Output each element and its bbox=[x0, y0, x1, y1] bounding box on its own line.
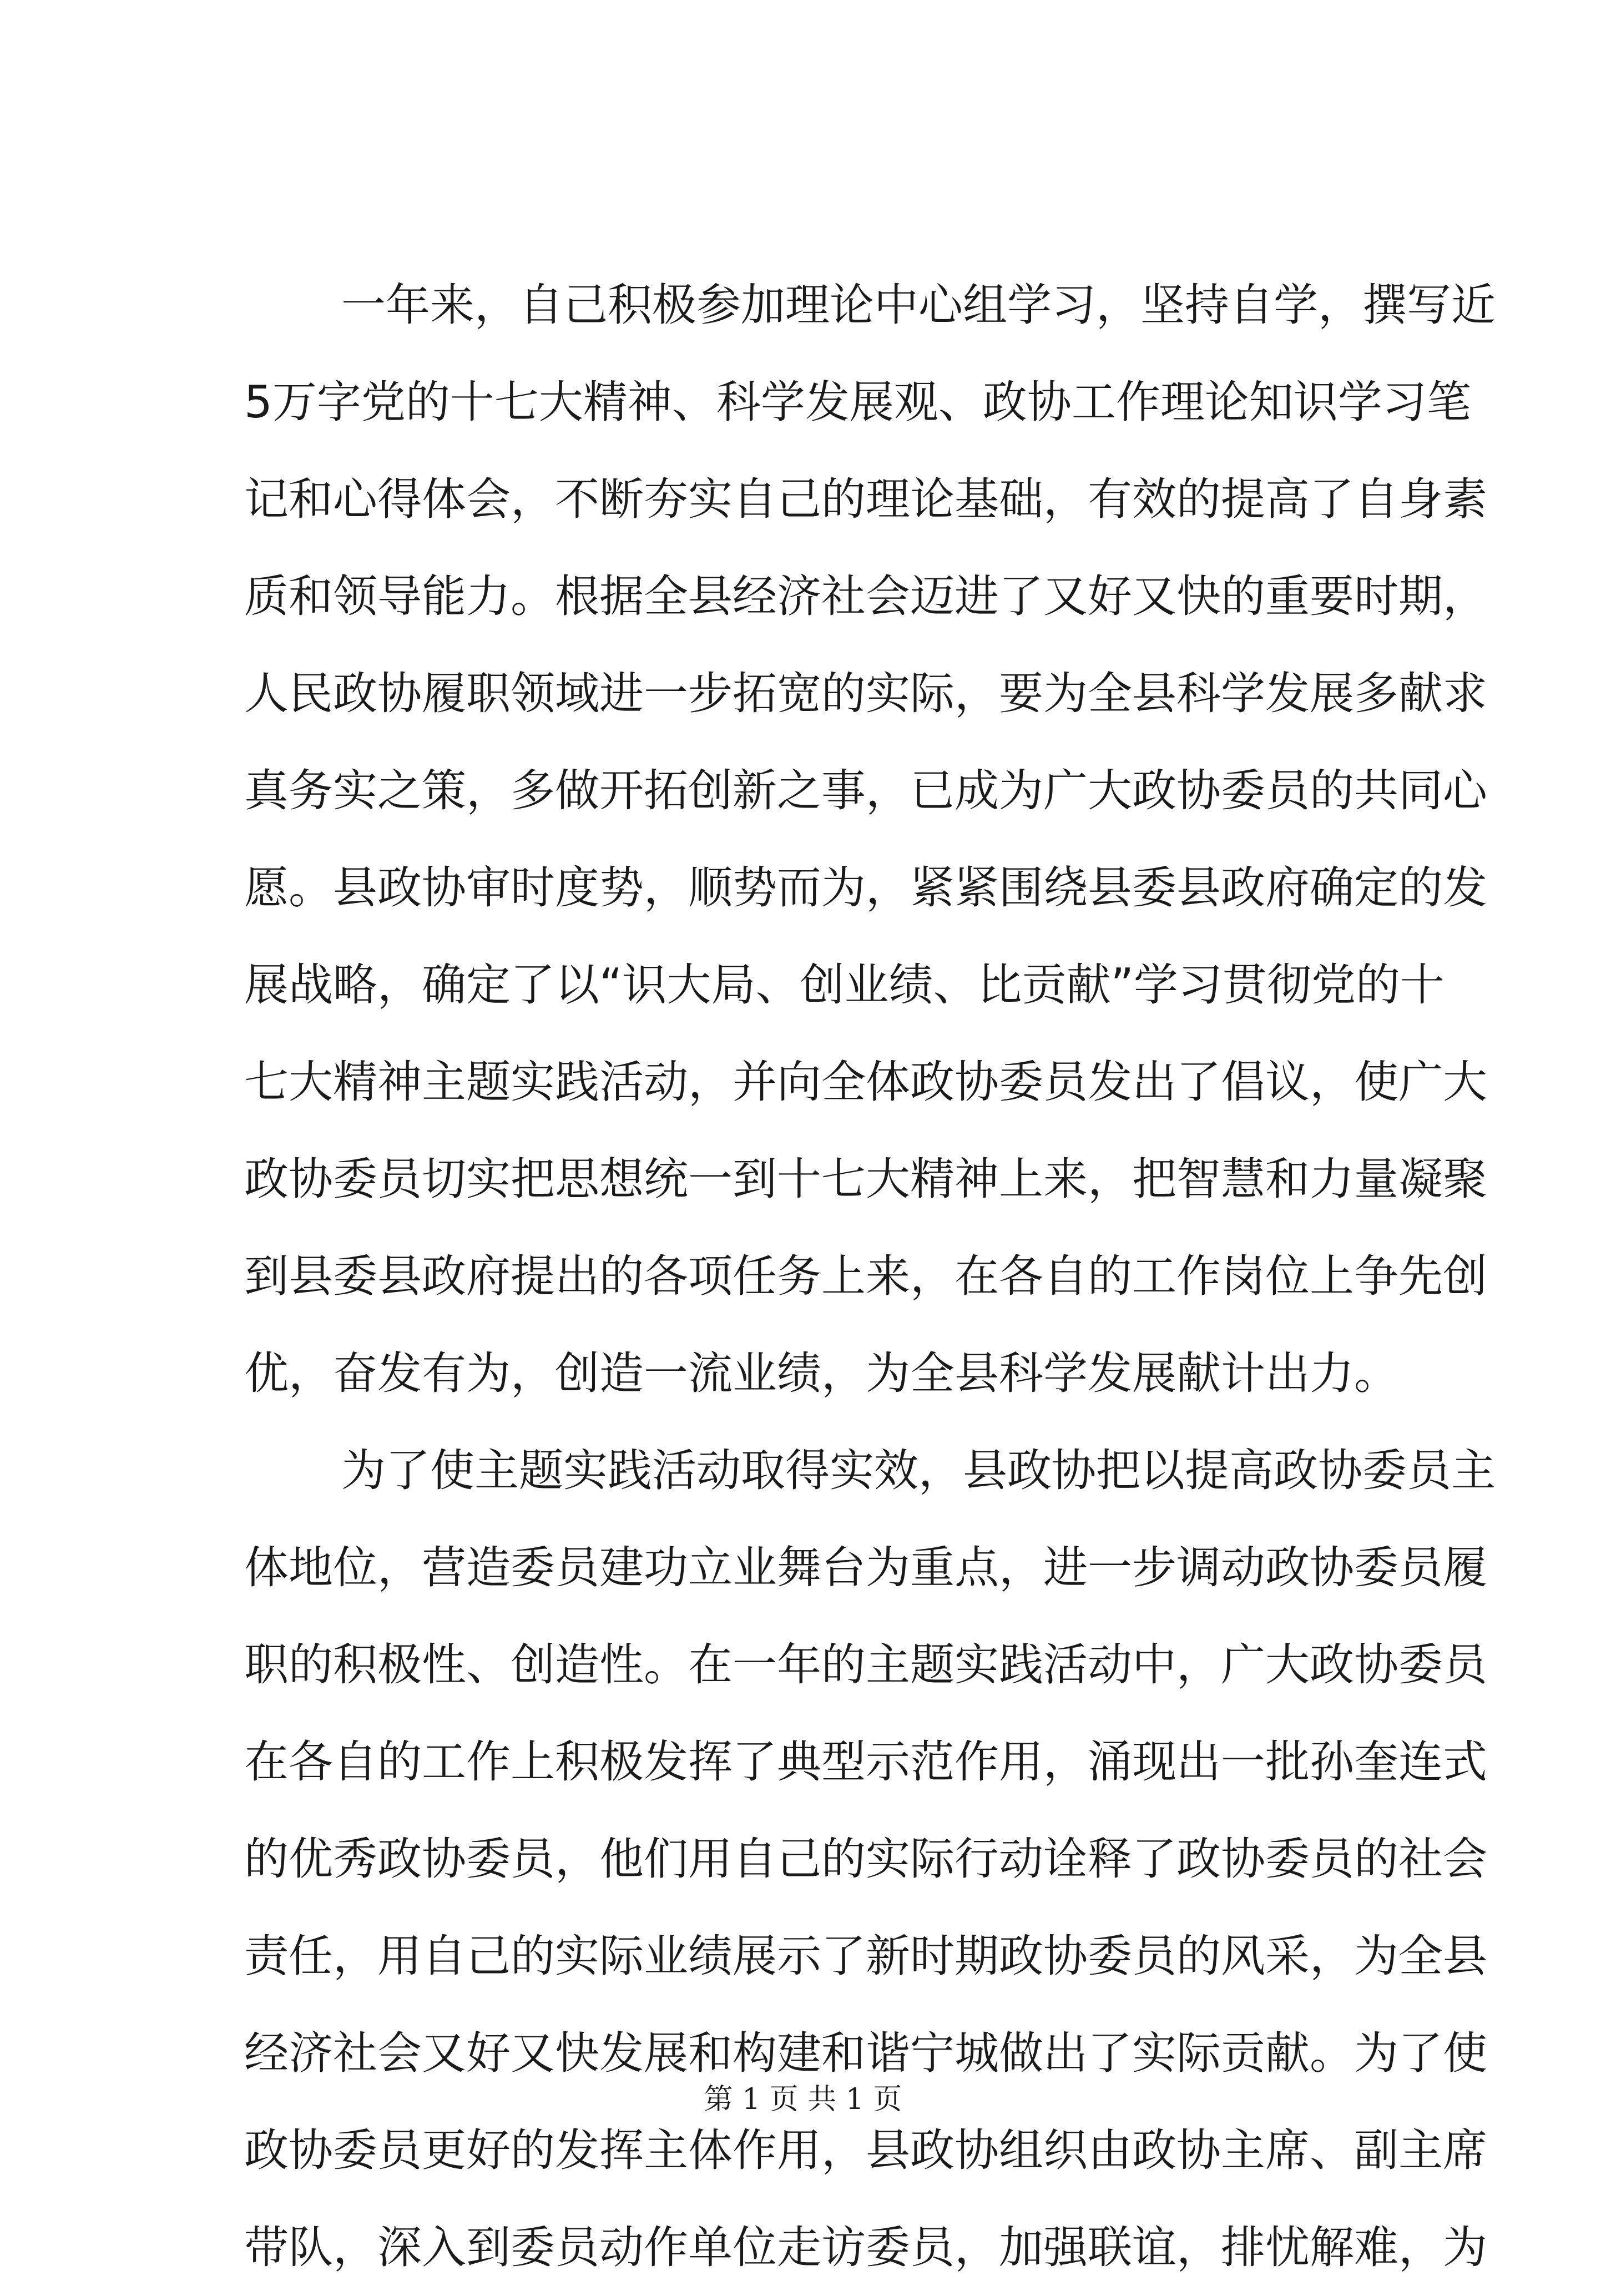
paragraph-1 bbox=[244, 256, 1496, 1422]
text-line: 职的积极性、创造性。在一年的主题实践活动中，广大政协委员 bbox=[244, 1639, 1487, 1691]
text-line: 带队，深入到委员动作单位走访委员，加强联谊，排忧解难，为 bbox=[244, 2222, 1487, 2273]
paragraph-2 bbox=[244, 1422, 1496, 2296]
text-line: 政协委员更好的发挥主体作用，县政协组织由政协主席、副主席 bbox=[244, 2125, 1487, 2176]
text-line: 政协委员切实把思想统一到十七大精神上来，把智慧和力量凝聚 bbox=[244, 1153, 1487, 1205]
body-text bbox=[244, 256, 1496, 2296]
text-line: 的优秀政协委员，他们用自己的实际行动诠释了政协委员的社会 bbox=[244, 1833, 1487, 1885]
text-line: 一年来，自己积极参加理论中心组学习，坚持自学，撰写近 bbox=[341, 279, 1496, 331]
text-line: 5万字党的十七大精神、科学发展观、政协工作理论知识学习笔 bbox=[244, 376, 1471, 428]
text-line: 责任，用自己的实际业绩展示了新时期政协委员的风采，为全县 bbox=[244, 1930, 1487, 1982]
text-line: 愿。县政协审时度势，顺势而为，紧紧围绕县委县政府确定的发 bbox=[244, 862, 1487, 914]
text-line: 体地位，营造委员建功立业舞台为重点，进一步调动政协委员履 bbox=[244, 1542, 1487, 1593]
text-line: 优，奋发有为，创造一流业绩，为全县科学发展献计出力。 bbox=[244, 1348, 1398, 1399]
text-line: 到县委县政府提出的各项任务上来，在各自的工作岗位上争先创 bbox=[244, 1250, 1487, 1302]
text-line: 记和心得体会，不断夯实自己的理论基础，有效的提高了自身素 bbox=[244, 473, 1487, 525]
text-line: 真务实之策，多做开拓创新之事，已成为广大政协委员的共同心 bbox=[244, 765, 1487, 816]
text-line: 展战略，确定了以“识大局、创业绩、比贡献”学习贯彻党的十 bbox=[244, 959, 1445, 1011]
text-line: 质和领导能力。根据全县经济社会迈进了又好又快的重要时期， bbox=[244, 571, 1487, 622]
text-line: 为了使主题实践活动取得实效，县政协把以提高政协委员主 bbox=[341, 1445, 1496, 1496]
text-line: 七大精神主题实践活动，并向全体政协委员发出了倡议，使广大 bbox=[244, 1056, 1487, 1108]
text-line: 人民政协履职领域进一步拓宽的实际，要为全县科学发展多献求 bbox=[244, 668, 1487, 719]
page-number-footer: 第 1 页 共 1 页 bbox=[704, 2083, 902, 2116]
text-line: 经济社会又好又快发展和构建和谐宁城做出了实际贡献。为了使 bbox=[244, 2027, 1487, 2079]
text-line: 在各自的工作上积极发挥了典型示范作用，涌现出一批孙奎连式 bbox=[244, 1736, 1487, 1788]
